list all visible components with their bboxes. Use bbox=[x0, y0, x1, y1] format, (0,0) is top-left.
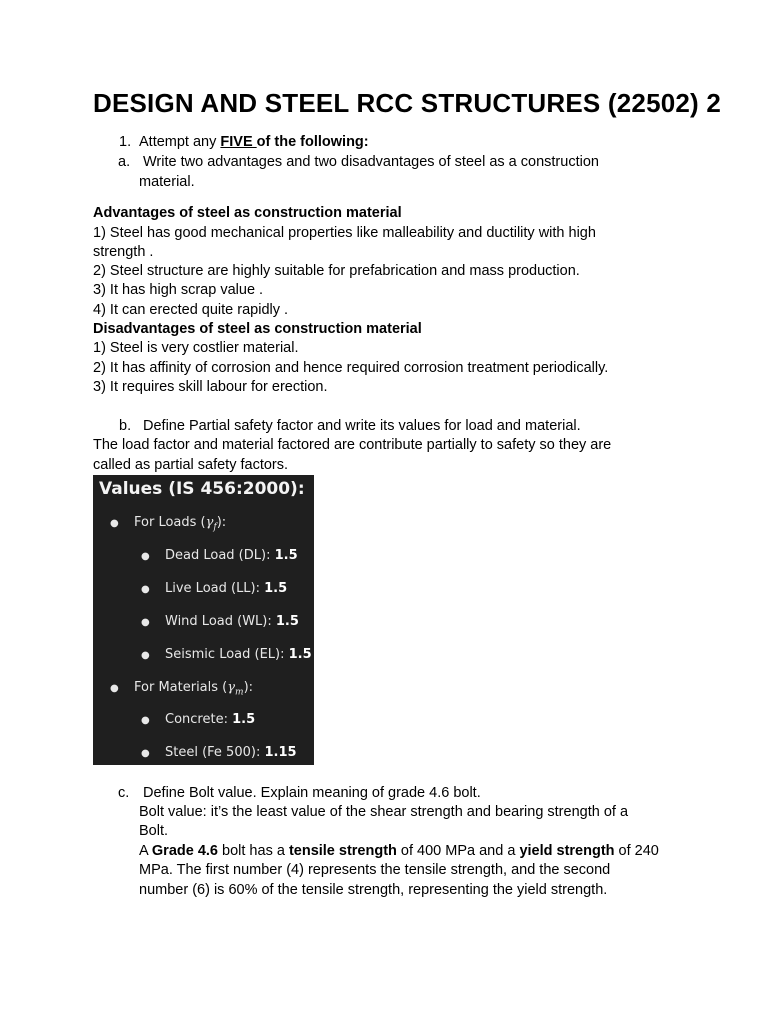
qa-line2: material. bbox=[139, 174, 195, 190]
q1-text-pre: Attempt any bbox=[139, 134, 221, 150]
load-value: 1.5 bbox=[288, 647, 312, 662]
values-title: Values (IS 456:2000): bbox=[99, 479, 305, 499]
bullet-icon: ● bbox=[110, 683, 119, 694]
material-item-concrete: Concrete: 1.5 bbox=[165, 712, 256, 727]
q1-text-emph: FIVE bbox=[220, 134, 257, 150]
advantage-item: 2) Steel structure are highly suitable for prefabrication and mass production. bbox=[93, 263, 580, 279]
load-value: 1.5 bbox=[274, 548, 298, 563]
qb-question: Define Partial safety factor and write its values for load and material. bbox=[143, 418, 581, 434]
advantage-item: 3) It has high scrap value . bbox=[93, 282, 264, 298]
qc-grade-line1: A Grade 4.6 bolt has a tensile strength of 400 MPa and a yield strength of 240 bbox=[139, 843, 659, 859]
grade-term: Grade 4.6 bbox=[151, 843, 218, 859]
bullet-icon: ● bbox=[141, 617, 150, 628]
material-value: 1.15 bbox=[264, 745, 297, 760]
qa-label: a. bbox=[118, 154, 131, 170]
advantages-heading: Advantages of steel as construction material bbox=[93, 205, 402, 221]
materials-label: For Materials ( bbox=[134, 680, 228, 695]
bullet-icon: ● bbox=[141, 551, 150, 562]
load-value: 1.5 bbox=[264, 581, 288, 596]
loads-close: ): bbox=[216, 515, 227, 530]
bullet-icon: ● bbox=[141, 748, 150, 759]
qc-bolt-line2: Bolt. bbox=[139, 823, 169, 839]
gamma-m-symbol: $\gamma_m$ bbox=[227, 680, 244, 698]
load-value: 1.5 bbox=[275, 614, 299, 629]
load-item-wind: Wind Load (WL): 1.5 bbox=[165, 614, 299, 629]
yield-term: yield strength bbox=[519, 843, 615, 859]
disadvantage-item: 2) It has affinity of corrosion and hence required corrosion treatment periodically. bbox=[93, 360, 609, 376]
values-image-box bbox=[93, 475, 314, 765]
bullet-icon: ● bbox=[141, 715, 150, 726]
advantage-item: 4) It can erected quite rapidly . bbox=[93, 302, 289, 318]
loads-heading bbox=[134, 515, 226, 533]
qa-line1: Write two advantages and two disadvantages of steel as a construction bbox=[143, 154, 599, 170]
loads-label: For Loads ( bbox=[134, 515, 206, 530]
qb-answer-line2: called as partial safety factors. bbox=[93, 457, 289, 473]
load-item-seismic: Seismic Load (EL): 1.5 bbox=[165, 647, 312, 662]
qc-bolt-line1: Bolt value: it’s the least value of the shear strength and bearing strength of a bbox=[139, 804, 629, 820]
advantage-item: 1) Steel has good mechanical properties like malleability and ductility with high bbox=[93, 225, 596, 241]
advantage-item: strength . bbox=[93, 244, 154, 260]
qc-grade-line3: number (6) is 60% of the tensile strength, representing the yield strength. bbox=[139, 882, 608, 898]
materials-heading bbox=[134, 680, 253, 698]
tensile-term: tensile strength bbox=[288, 843, 397, 859]
bullet-icon: ● bbox=[141, 650, 150, 661]
qb-label: b. bbox=[119, 418, 132, 434]
q1-number: 1. bbox=[119, 134, 132, 150]
q1-instruction bbox=[139, 133, 369, 152]
material-item-steel: Steel (Fe 500): 1.15 bbox=[165, 745, 297, 760]
materials-close: ): bbox=[243, 680, 254, 695]
load-item-dead: Dead Load (DL): 1.5 bbox=[165, 548, 298, 563]
gamma-f-symbol: $\gamma_f$ bbox=[205, 515, 217, 533]
bullet-icon: ● bbox=[141, 584, 150, 595]
disadvantages-heading: Disadvantages of steel as construction material bbox=[93, 321, 422, 337]
bullet-icon: ● bbox=[110, 518, 119, 529]
disadvantage-item: 3) It requires skill labour for erection. bbox=[93, 379, 328, 395]
qc-grade-line2: MPa. The first number (4) represents the tensile strength, and the second bbox=[139, 862, 611, 878]
qc-question: Define Bolt value. Explain meaning of grade 4.6 bolt. bbox=[143, 785, 481, 801]
load-item-live: Live Load (LL): 1.5 bbox=[165, 581, 288, 596]
material-value: 1.5 bbox=[232, 712, 256, 727]
qb-answer-line1: The load factor and material factored are contribute partially to safety so they are bbox=[93, 437, 612, 453]
qc-label: c. bbox=[118, 785, 130, 801]
page-title: DESIGN AND STEEL RCC STRUCTURES (22502) 2 bbox=[93, 88, 721, 118]
q1-text-post: of the following: bbox=[256, 134, 369, 150]
disadvantage-item: 1) Steel is very costlier material. bbox=[93, 340, 299, 356]
